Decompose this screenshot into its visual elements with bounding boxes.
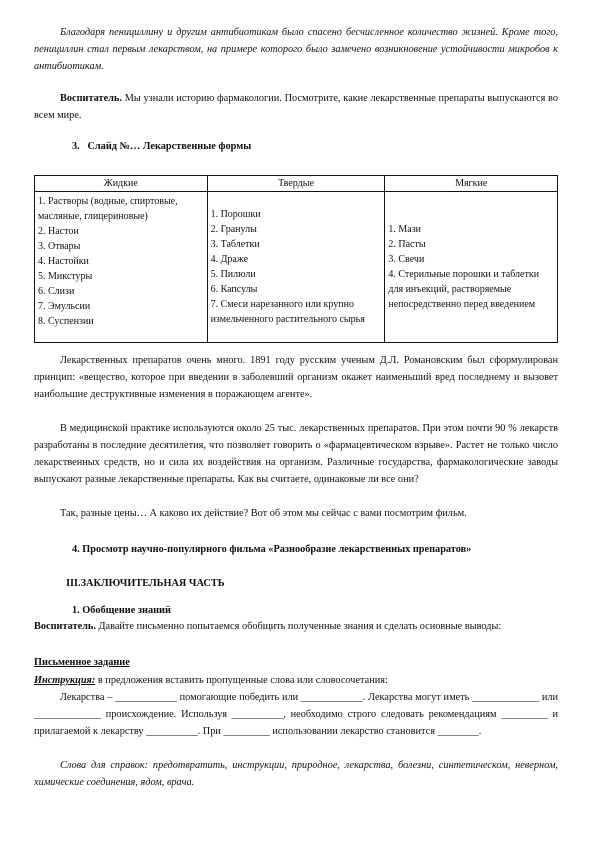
teacher-speaker: Воспитатель. (60, 93, 122, 104)
header-solid: Твердые (207, 176, 385, 192)
solid-item: 2. Гранулы (210, 224, 257, 235)
liquid-item: 8. Суспензии (38, 316, 94, 327)
slide-label: Слайд №… (87, 141, 143, 152)
instruction-text: в предложения вставить пропущенные слова или словосочетания: (95, 675, 388, 686)
instruction (34, 672, 558, 689)
intro-paragraph: Благодаря пенициллину и другим антибиотикам было спасено бесчисленное количество жизней. Кроме того, пенициллин стал первым лекарством, на примере которого было замечено возникновение устойчивости микробов к антибиотикам. (34, 27, 558, 72)
liquid-item: 5. Микстуры (38, 271, 93, 282)
teacher-note-text: Мы узнали историю фармакологии. Посмотрите, какие лекарственные препараты выпускаются во всем мире. (34, 93, 558, 121)
written-task-label: Письменное задание (34, 657, 130, 668)
reference-text: предотвратить, инструкции, природное, лекарства, болезни, синтетическом, неверном, химические соединения, ядом, врача. (34, 760, 558, 788)
reference-words (34, 757, 558, 791)
soft-item: 2. Пасты (388, 239, 426, 250)
paragraph-medical-practice: В медицинской практике используются около 25 тыс. лекарственных препаратов. При этом почти 90 % лекарств разработаны в последние десятилетия, что позволяет говорить о «фармацевтическом взрыве». Растет не только число лекарственных средств, но и сила их воздействия на организм. Различные государства, фармакологические заводы выпускают разные лекарственные препараты. Как вы считаете, одинаковые ли все они? (34, 423, 558, 485)
reference-label: Слова для справок: (60, 760, 149, 771)
summary-speaker: Воспитатель. (34, 621, 96, 632)
paragraph-many-drugs: Лекарственных препаратов очень много. 1891 году русским ученым Д.Л. Романовским был сформулирован принцип: «вещество, которое при введении в заболевший организм окажет наименьший вред последнему и вызовет наибольшие деструктивные изменения в поражающем агенте». (34, 355, 558, 400)
slide-number: 3. (72, 141, 80, 152)
fill-in-text: Лекарства – ____________ помогающие победить или ____________. Лекарства могут иметь _____________ или _____________ происхождение. Используя __________, необходимо строго следовать рекомендациям _________ и прилагаемой к лекарству __________. При _________ использовании лекарство становится ________. (34, 692, 558, 737)
dosage-forms-table (34, 175, 558, 343)
solid-item: 5. Пилюли (210, 269, 256, 280)
teacher-note (34, 90, 558, 124)
item1-summary: 1. Обобщение знаний (72, 605, 171, 616)
section3-title: III.ЗАКЛЮЧИТЕЛЬНАЯ ЧАСТЬ (66, 578, 225, 589)
liquid-item: 2. Настои (38, 226, 79, 237)
solid-forms-cell (207, 192, 385, 343)
liquid-item: 1. Растворы (водные, спиртовые, масляные, глицериновые) (38, 196, 178, 222)
paragraph-prices: Так, разные цены… А каково их действие? Вот об этом мы сейчас с вами посмотрим фильм. (60, 508, 467, 519)
liquid-item: 7. Эмульсии (38, 301, 91, 312)
summary-text: Давайте письменно попытаемся обобщить полученные знания и сделать основные выводы: (95, 621, 502, 632)
liquid-item: 6. Слизи (38, 286, 75, 297)
soft-item: 4. Стерильные порошки и таблетки для инъекций, растворяемые непосредственно перед введением (388, 269, 540, 310)
liquid-item: 3. Отвары (38, 241, 81, 252)
liquid-item: 4. Настойки (38, 256, 89, 267)
soft-forms-cell (385, 192, 558, 343)
soft-item: 3. Свечи (388, 254, 425, 265)
solid-item: 6. Капсулы (210, 284, 258, 295)
solid-item: 1. Порошки (210, 209, 261, 220)
slide-title: Лекарственные формы (142, 141, 252, 152)
solid-item: 7. Смеси нарезанного или крупно измельченного растительного сырья (210, 299, 365, 325)
liquid-forms-cell (35, 192, 208, 343)
header-liquid: Жидкие (35, 176, 208, 192)
header-soft: Мягкие (385, 176, 558, 192)
slide-heading (72, 138, 552, 155)
instruction-label: Инструкция: (34, 675, 96, 686)
solid-item: 4. Драже (210, 254, 249, 265)
item4-film: 4. Просмотр научно-популярного фильма «Разнообразие лекарственных препаратов» (72, 544, 472, 555)
soft-item: 1. Мази (388, 224, 422, 235)
summary-paragraph (34, 618, 558, 635)
solid-item: 3. Таблетки (210, 239, 260, 250)
